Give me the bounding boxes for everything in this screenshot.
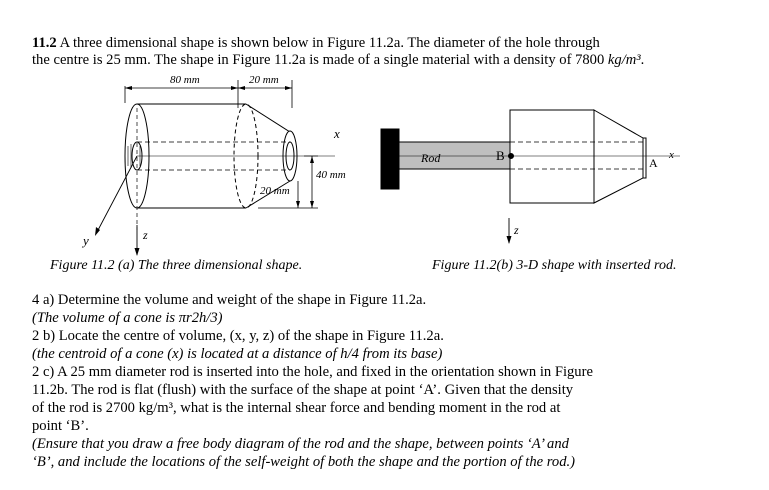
- rod-label: Rod: [421, 151, 441, 165]
- question-2c-line-2: 11.2b. The rod is flat (flush) with the surface of the shape at point ‘A’. Given that the density: [32, 382, 574, 398]
- axis-z-label: z: [143, 228, 148, 242]
- figure-a-caption: Figure 11.2 (a) The three dimensional shape.: [50, 258, 303, 273]
- axis-x-label: x: [334, 126, 340, 141]
- density-unit: kg/m³: [607, 52, 641, 68]
- question-4a-hint: (The volume of a cone is πr2h/3): [32, 310, 223, 326]
- dim-20-top-label: 20 mm: [249, 74, 279, 86]
- point-a-label: A: [649, 156, 658, 170]
- period: .: [640, 52, 645, 68]
- problem-intro-text-2: the centre is 25 mm. The shape in Figure 11.2a is made of a single material with a density of 7800: [32, 52, 608, 68]
- question-2b: 2 b) Locate the centre of volume, (x, y, z) of the shape in Figure 11.2a.: [32, 328, 444, 344]
- question-2b-hint: (the centroid of a cone (x) is located at a distance of h/4 from its base): [32, 346, 443, 362]
- axis-y-label: y: [83, 233, 89, 248]
- problem-intro-text-1: A three dimensional shape is shown below in Figure 11.2a. The diameter of the hole through: [56, 35, 600, 51]
- figure-b-axis-z-label: z: [514, 223, 519, 237]
- question-4a: 4 a) Determine the volume and weight of the shape in Figure 11.2a.: [32, 292, 427, 308]
- dim-40-label: 40 mm: [316, 169, 346, 181]
- dim-20-bottom-label: 20 mm: [260, 185, 290, 197]
- point-b-label: B: [496, 148, 505, 163]
- dim-80-label: 80 mm: [170, 74, 200, 86]
- question-2c-line-1: 2 c) A 25 mm diameter rod is inserted into the hole, and fixed in the orientation shown in Figure: [32, 364, 593, 380]
- question-2c-hint-1: (Ensure that you draw a free body diagram of the rod and the shape, between points ‘A’ and: [32, 436, 569, 452]
- problem-number: 11.2: [32, 35, 57, 51]
- figure-b-drawing: [381, 110, 680, 244]
- question-2c-hint-2: ‘B’, and include the locations of the self-weight of both the shape and the portion of the rod.): [32, 454, 575, 470]
- figure-b-axis-x-label: x: [669, 149, 674, 161]
- figure-b-caption: Figure 11.2(b) 3-D shape with inserted rod.: [432, 258, 677, 273]
- question-2c-line-4: point ‘B’.: [32, 418, 89, 434]
- figure-a-drawing: [95, 80, 335, 256]
- question-2c-line-3: of the rod is 2700 kg/m³, what is the internal shear force and bending moment in the rod at: [32, 400, 561, 416]
